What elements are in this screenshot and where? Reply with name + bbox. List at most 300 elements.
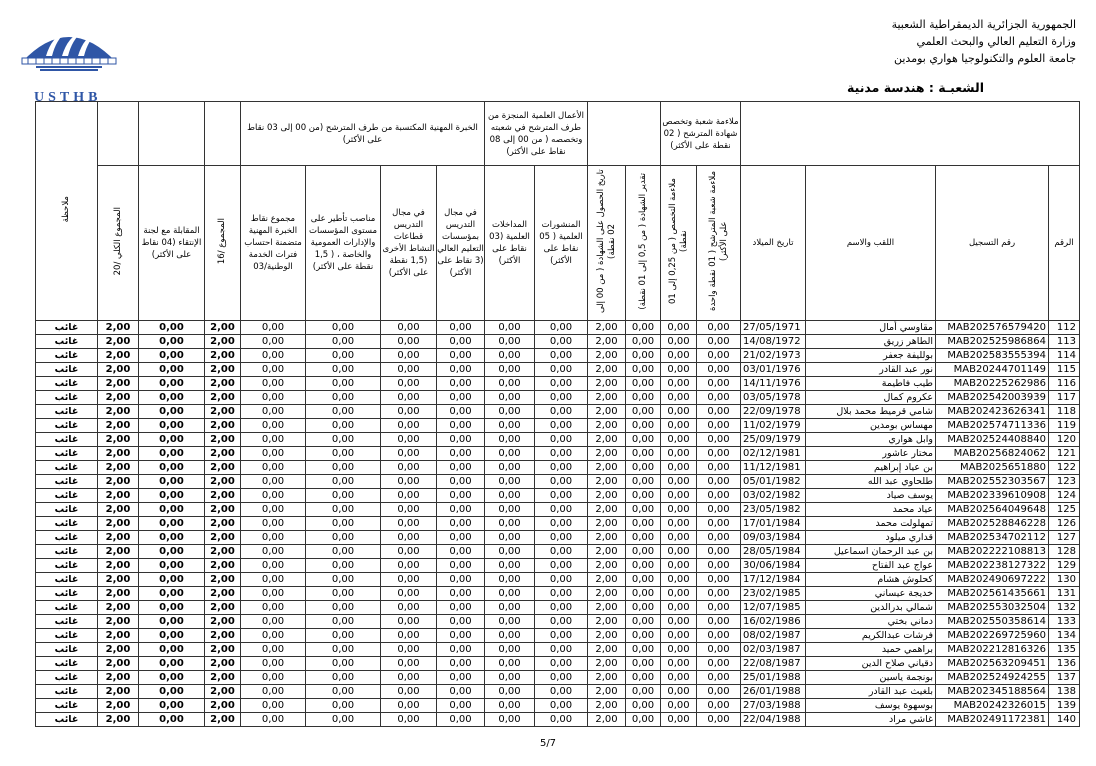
grade-cell: 0,00 [626,685,661,699]
grade-cell: 0,00 [626,559,661,573]
group-scientific-works: الأعمال العلمية المنجزة من طرف المترشح في شعبته وتخصصه ( من 00 إلى 08 نقاط على الأكثر) [485,102,588,166]
col-publications: المنشورات العلمية ( 05 نقاط على الأكثر) [535,166,588,321]
branch-fit-cell: 0,00 [697,657,741,671]
department-title: الشعبـة : هندسة مدنية [847,80,984,95]
col-communications: المداخلات العلمية (03 نقاط على الأكثر) [485,166,535,321]
teach-other-cell: 0,00 [381,419,437,433]
registration-cell: MAB202238127322 [936,559,1049,573]
cert-date-cell: 2,00 [588,475,626,489]
registration-cell: MAB202564049648 [936,503,1049,517]
registration-cell: MAB20256824062 [936,447,1049,461]
teach-higher-cell: 0,00 [437,601,485,615]
total-cell: 2,00 [98,503,139,517]
registration-cell: MAB202534702112 [936,531,1049,545]
remark-cell: غائب [36,405,98,419]
teach-higher-cell: 0,00 [437,391,485,405]
name-cell: شمالي بدرالدين [806,601,936,615]
communications-cell: 0,00 [485,559,535,573]
subtotal-cell: 2,00 [205,419,241,433]
birth-date-cell: 14/08/1972 [741,335,806,349]
total-cell: 2,00 [98,587,139,601]
birth-date-cell: 17/12/1984 [741,573,806,587]
communications-cell: 0,00 [485,391,535,405]
communications-cell: 0,00 [485,601,535,615]
interview-cell: 0,00 [139,335,205,349]
communications-cell: 0,00 [485,713,535,727]
teach-other-cell: 0,00 [381,461,437,475]
supervision-cell: 0,00 [306,405,381,419]
subtotal-cell: 2,00 [205,629,241,643]
name-cell: عياد محمد [806,503,936,517]
interview-cell: 0,00 [139,559,205,573]
specialty-fit-cell: 0,00 [661,447,697,461]
specialty-fit-cell: 0,00 [661,363,697,377]
page-number: 5/7 [539,738,557,749]
teach-other-cell: 0,00 [381,405,437,419]
subtotal-cell: 2,00 [205,657,241,671]
teach-other-cell: 0,00 [381,517,437,531]
name-cell: الطاهر زريق [806,335,936,349]
communications-cell: 0,00 [485,461,535,475]
table-row [36,629,1080,643]
remark-cell: غائب [36,517,98,531]
remark-cell: غائب [36,363,98,377]
supervision-cell: 0,00 [306,475,381,489]
specialty-fit-cell: 0,00 [661,349,697,363]
table-row [36,363,1080,377]
exp-total-cell: 0,00 [241,489,306,503]
subtotal-cell: 2,00 [205,615,241,629]
exp-total-cell: 0,00 [241,335,306,349]
branch-fit-cell: 0,00 [697,447,741,461]
teach-higher-cell: 0,00 [437,671,485,685]
total-cell: 2,00 [98,713,139,727]
exp-total-cell: 0,00 [241,461,306,475]
table-row [36,433,1080,447]
teach-other-cell: 0,00 [381,601,437,615]
total-cell: 2,00 [98,671,139,685]
cert-date-cell: 2,00 [588,671,626,685]
interview-cell: 0,00 [139,629,205,643]
registration-cell: MAB202528846228 [936,517,1049,531]
cert-date-cell: 2,00 [588,447,626,461]
teach-other-cell: 0,00 [381,503,437,517]
subtotal-cell: 2,00 [205,503,241,517]
teach-higher-cell: 0,00 [437,545,485,559]
table-row [36,503,1080,517]
teach-higher-cell: 0,00 [437,587,485,601]
index-cell: 126 [1049,517,1080,531]
col-name: اللقب والاسم [806,166,936,321]
col-registration: رقم التسجيل [936,166,1049,321]
exp-total-cell: 0,00 [241,391,306,405]
registration-cell: MAB202525986864 [936,335,1049,349]
table-row [36,489,1080,503]
republic-line: الجمهورية الجزائرية الديمقراطية الشعبية [891,18,1076,31]
specialty-fit-cell: 0,00 [661,461,697,475]
cert-date-cell: 2,00 [588,391,626,405]
supervision-cell: 0,00 [306,433,381,447]
subtotal-cell: 2,00 [205,433,241,447]
publications-cell: 0,00 [535,629,588,643]
total-cell: 2,00 [98,475,139,489]
teach-other-cell: 0,00 [381,531,437,545]
subtotal-cell: 2,00 [205,363,241,377]
total-cell: 2,00 [98,573,139,587]
branch-fit-cell: 0,00 [697,503,741,517]
supervision-cell: 0,00 [306,489,381,503]
branch-fit-cell: 0,00 [697,489,741,503]
teach-other-cell: 0,00 [381,489,437,503]
interview-cell: 0,00 [139,447,205,461]
table-row [36,671,1080,685]
total-cell: 2,00 [98,377,139,391]
birth-date-cell: 03/02/1982 [741,489,806,503]
col-interview: المقابلة مع لجنة الإنتقاء (04 نقاط على الأكثر) [139,166,205,321]
birth-date-cell: 25/01/1988 [741,671,806,685]
table-row [36,573,1080,587]
teach-other-cell: 0,00 [381,615,437,629]
communications-cell: 0,00 [485,699,535,713]
supervision-cell: 0,00 [306,587,381,601]
teach-higher-cell: 0,00 [437,349,485,363]
specialty-fit-cell: 0,00 [661,643,697,657]
remark-cell: غائب [36,615,98,629]
index-cell: 123 [1049,475,1080,489]
birth-date-cell: 27/05/1971 [741,321,806,335]
exp-total-cell: 0,00 [241,559,306,573]
cert-date-cell: 2,00 [588,601,626,615]
specialty-fit-cell: 0,00 [661,587,697,601]
name-cell: بن عياد إبراهيم [806,461,936,475]
total-cell: 2,00 [98,391,139,405]
birth-date-cell: 21/02/1973 [741,349,806,363]
subtotal-cell: 2,00 [205,377,241,391]
branch-fit-cell: 0,00 [697,321,741,335]
subtotal-cell: 2,00 [205,531,241,545]
total-cell: 2,00 [98,363,139,377]
publications-cell: 0,00 [535,447,588,461]
col-grade: تقدير الشهادة ( من 0,5 إلى 01 نقطة) [626,166,661,321]
index-cell: 137 [1049,671,1080,685]
table-row [36,405,1080,419]
teach-higher-cell: 0,00 [437,517,485,531]
branch-fit-cell: 0,00 [697,335,741,349]
subtotal-cell: 2,00 [205,391,241,405]
name-cell: مقاوسي أمال [806,321,936,335]
remark-cell: غائب [36,587,98,601]
interview-cell: 0,00 [139,615,205,629]
candidates-table [35,101,1080,727]
remark-cell: غائب [36,559,98,573]
cert-date-cell: 2,00 [588,503,626,517]
name-cell: نور عبد القادر [806,363,936,377]
grade-cell: 0,00 [626,643,661,657]
communications-cell: 0,00 [485,377,535,391]
registration-cell: MAB202574711336 [936,419,1049,433]
remark-cell: غائب [36,671,98,685]
institution-header [892,16,1076,67]
publications-cell: 0,00 [535,349,588,363]
interview-cell: 0,00 [139,587,205,601]
total-cell: 2,00 [98,629,139,643]
col-birth-date: تاريخ الميلاد [741,166,806,321]
name-cell: تمهلولت محمد [806,517,936,531]
name-cell: دماني بختي [806,615,936,629]
birth-date-cell: 11/02/1979 [741,419,806,433]
teach-higher-cell: 0,00 [437,461,485,475]
supervision-cell: 0,00 [306,573,381,587]
registration-cell: MAB202561435661 [936,587,1049,601]
grade-cell: 0,00 [626,531,661,545]
birth-date-cell: 22/08/1987 [741,657,806,671]
specialty-fit-cell: 0,00 [661,377,697,391]
birth-date-cell: 08/02/1987 [741,629,806,643]
total-cell: 2,00 [98,517,139,531]
supervision-cell: 0,00 [306,671,381,685]
supervision-cell: 0,00 [306,377,381,391]
index-cell: 118 [1049,405,1080,419]
communications-cell: 0,00 [485,657,535,671]
supervision-cell: 0,00 [306,545,381,559]
total-cell: 2,00 [98,559,139,573]
birth-date-cell: 09/03/1984 [741,531,806,545]
birth-date-cell: 22/09/1978 [741,405,806,419]
grade-cell: 0,00 [626,321,661,335]
birth-date-cell: 17/01/1984 [741,517,806,531]
subtotal-cell: 2,00 [205,349,241,363]
name-cell: بونجمة ياسين [806,671,936,685]
exp-total-cell: 0,00 [241,419,306,433]
table-row [36,475,1080,489]
cert-date-cell: 2,00 [588,713,626,727]
communications-cell: 0,00 [485,629,535,643]
interview-cell: 0,00 [139,531,205,545]
cert-date-cell: 2,00 [588,615,626,629]
cert-date-cell: 2,00 [588,335,626,349]
remark-cell: غائب [36,657,98,671]
birth-date-cell: 02/12/1981 [741,447,806,461]
communications-cell: 0,00 [485,615,535,629]
total-cell: 2,00 [98,699,139,713]
teach-higher-cell: 0,00 [437,559,485,573]
specialty-fit-cell: 0,00 [661,405,697,419]
total-cell: 2,00 [98,531,139,545]
subtotal-cell: 2,00 [205,405,241,419]
interview-cell: 0,00 [139,349,205,363]
teach-higher-cell: 0,00 [437,475,485,489]
grade-cell: 0,00 [626,601,661,615]
communications-cell: 0,00 [485,489,535,503]
cert-date-cell: 2,00 [588,405,626,419]
registration-cell: MAB202583555394 [936,349,1049,363]
supervision-cell: 0,00 [306,615,381,629]
publications-cell: 0,00 [535,573,588,587]
table-row [36,531,1080,545]
teach-other-cell: 0,00 [381,349,437,363]
publications-cell: 0,00 [535,489,588,503]
supervision-cell: 0,00 [306,447,381,461]
branch-fit-cell: 0,00 [697,685,741,699]
registration-cell: MAB202524408840 [936,433,1049,447]
registration-cell: MAB2025651880 [936,461,1049,475]
birth-date-cell: 03/05/1978 [741,391,806,405]
branch-fit-cell: 0,00 [697,671,741,685]
name-cell: بلغيث عبد القادر [806,685,936,699]
supervision-cell: 0,00 [306,335,381,349]
teach-higher-cell: 0,00 [437,685,485,699]
cert-date-cell: 2,00 [588,685,626,699]
subtotal-cell: 2,00 [205,713,241,727]
interview-cell: 0,00 [139,419,205,433]
teach-other-cell: 0,00 [381,643,437,657]
interview-cell: 0,00 [139,601,205,615]
exp-total-cell: 0,00 [241,671,306,685]
teach-other-cell: 0,00 [381,447,437,461]
subtotal-cell: 2,00 [205,643,241,657]
birth-date-cell: 22/04/1988 [741,713,806,727]
publications-cell: 0,00 [535,377,588,391]
table-row [36,685,1080,699]
publications-cell: 0,00 [535,587,588,601]
grade-cell: 0,00 [626,657,661,671]
table-row [36,545,1080,559]
communications-cell: 0,00 [485,405,535,419]
communications-cell: 0,00 [485,475,535,489]
index-cell: 114 [1049,349,1080,363]
name-cell: فرشات عبدالكريم [806,629,936,643]
interview-cell: 0,00 [139,321,205,335]
branch-fit-cell: 0,00 [697,601,741,615]
supervision-cell: 0,00 [306,517,381,531]
teach-higher-cell: 0,00 [437,657,485,671]
publications-cell: 0,00 [535,321,588,335]
supervision-cell: 0,00 [306,531,381,545]
cert-date-cell: 2,00 [588,643,626,657]
remark-cell: غائب [36,377,98,391]
branch-fit-cell: 0,00 [697,545,741,559]
teach-other-cell: 0,00 [381,433,437,447]
publications-cell: 0,00 [535,559,588,573]
branch-fit-cell: 0,00 [697,699,741,713]
remark-cell: غائب [36,503,98,517]
remark-cell: غائب [36,573,98,587]
name-cell: طيب فاطيمة [806,377,936,391]
specialty-fit-cell: 0,00 [661,573,697,587]
teach-other-cell: 0,00 [381,713,437,727]
birth-date-cell: 12/07/1985 [741,601,806,615]
communications-cell: 0,00 [485,545,535,559]
specialty-fit-cell: 0,00 [661,671,697,685]
registration-cell: MAB202222108813 [936,545,1049,559]
interview-cell: 0,00 [139,545,205,559]
index-cell: 128 [1049,545,1080,559]
group-suitability: ملاءمة شعبة وتخصص شهادة المترشح ( 02 نقطة على الأكثر) [661,102,741,166]
teach-higher-cell: 0,00 [437,405,485,419]
teach-other-cell: 0,00 [381,559,437,573]
interview-cell: 0,00 [139,475,205,489]
cert-date-cell: 2,00 [588,629,626,643]
publications-cell: 0,00 [535,657,588,671]
birth-date-cell: 30/06/1984 [741,559,806,573]
table-row [36,377,1080,391]
index-cell: 115 [1049,363,1080,377]
specialty-fit-cell: 0,00 [661,615,697,629]
table-row [36,349,1080,363]
exp-total-cell: 0,00 [241,433,306,447]
birth-date-cell: 11/12/1981 [741,461,806,475]
remark-cell: غائب [36,419,98,433]
branch-fit-cell: 0,00 [697,377,741,391]
university-line: جامعة العلوم والتكنولوجيا هواري بومدين [893,52,1076,65]
teach-higher-cell: 0,00 [437,573,485,587]
subtotal-cell: 2,00 [205,489,241,503]
registration-cell: MAB202345188564 [936,685,1049,699]
table-row [36,517,1080,531]
publications-cell: 0,00 [535,601,588,615]
remark-cell: غائب [36,489,98,503]
exp-total-cell: 0,00 [241,545,306,559]
branch-fit-cell: 0,00 [697,629,741,643]
index-cell: 124 [1049,489,1080,503]
birth-date-cell: 23/02/1985 [741,587,806,601]
registration-cell: MAB20242326015 [936,699,1049,713]
communications-cell: 0,00 [485,433,535,447]
teach-other-cell: 0,00 [381,685,437,699]
subtotal-cell: 2,00 [205,699,241,713]
remark-cell: غائب [36,629,98,643]
remark-cell: غائب [36,461,98,475]
grade-cell: 0,00 [626,545,661,559]
grade-cell: 0,00 [626,433,661,447]
specialty-fit-cell: 0,00 [661,657,697,671]
index-cell: 113 [1049,335,1080,349]
communications-cell: 0,00 [485,587,535,601]
publications-cell: 0,00 [535,643,588,657]
interview-cell: 0,00 [139,363,205,377]
registration-cell: MAB202490697222 [936,573,1049,587]
total-cell: 2,00 [98,349,139,363]
index-cell: 127 [1049,531,1080,545]
index-cell: 139 [1049,699,1080,713]
registration-cell: MAB20244701149 [936,363,1049,377]
communications-cell: 0,00 [485,321,535,335]
teach-other-cell: 0,00 [381,671,437,685]
subtotal-cell: 2,00 [205,587,241,601]
supervision-cell: 0,00 [306,559,381,573]
interview-cell: 0,00 [139,489,205,503]
specialty-fit-cell: 0,00 [661,475,697,489]
grade-cell: 0,00 [626,489,661,503]
grade-cell: 0,00 [626,461,661,475]
subtotal-cell: 2,00 [205,545,241,559]
teach-other-cell: 0,00 [381,377,437,391]
communications-cell: 0,00 [485,517,535,531]
teach-other-cell: 0,00 [381,545,437,559]
publications-cell: 0,00 [535,433,588,447]
publications-cell: 0,00 [535,517,588,531]
total-cell: 2,00 [98,335,139,349]
remark-cell: غائب [36,531,98,545]
publications-cell: 0,00 [535,405,588,419]
grade-cell: 0,00 [626,419,661,433]
teach-higher-cell: 0,00 [437,629,485,643]
cert-date-cell: 2,00 [588,349,626,363]
index-cell: 119 [1049,419,1080,433]
registration-cell: MAB202339610908 [936,489,1049,503]
name-cell: بولليفة جعفر [806,349,936,363]
table-row [36,391,1080,405]
